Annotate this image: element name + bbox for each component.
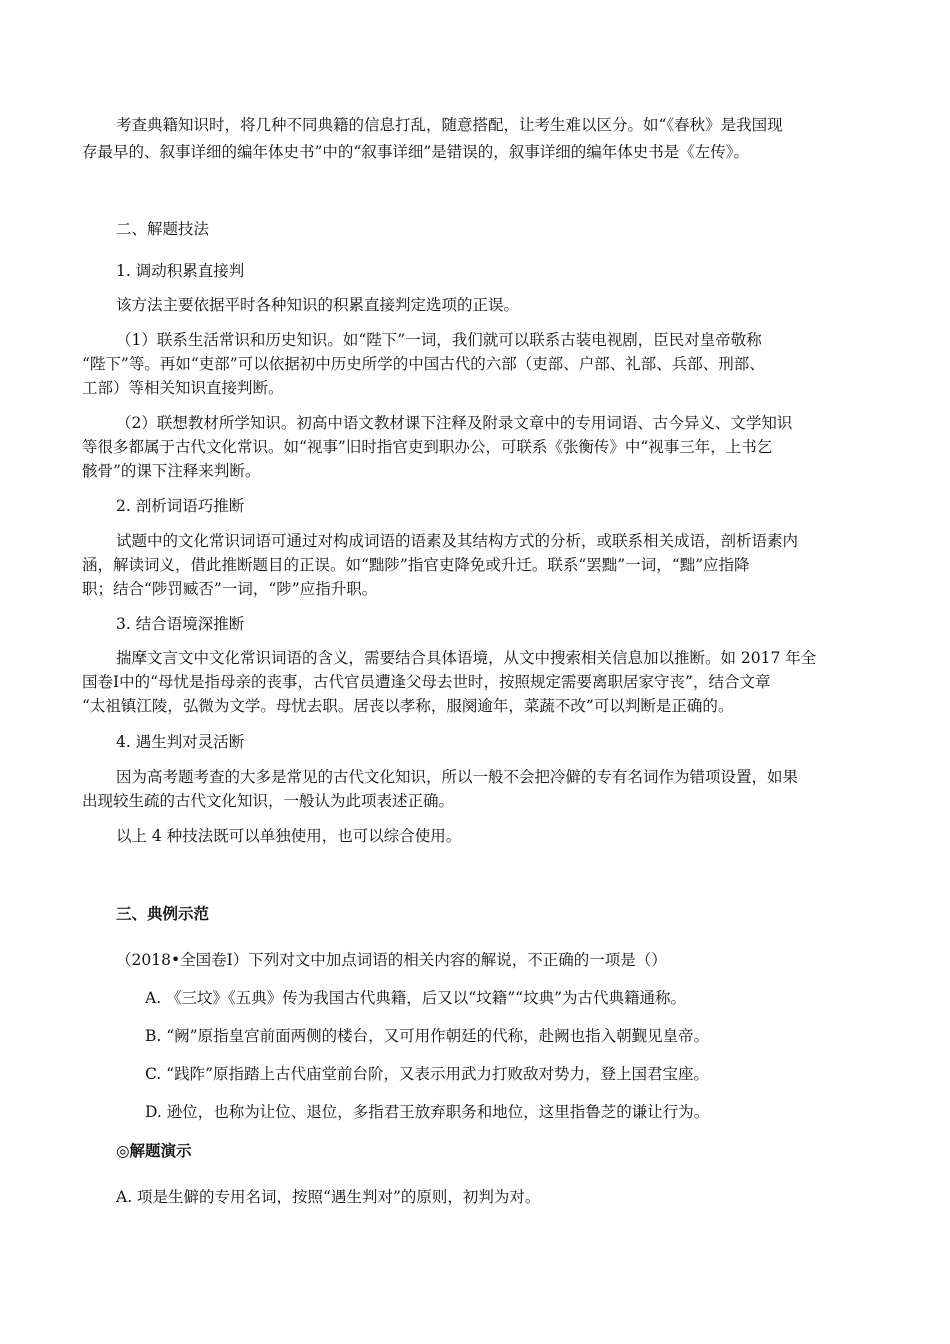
method1-para1-line-3: 工部）等相关知识直接判断。 xyxy=(82,379,284,397)
option-a: A. 《三坟》《五典》传为我国古代典籍，后又以“坟籍”“坟典”为古代典籍通称。 xyxy=(145,989,686,1007)
method3-heading: 3. 结合语境深推断 xyxy=(116,615,245,633)
method3-para-line-1: 揣摩文言文中文化常识词语的含义，需要结合具体语境，从文中搜索相关信息加以推断。如 2017 年全 xyxy=(116,649,817,667)
section2-heading: 二、解题技法 xyxy=(116,220,210,238)
demo-answer-a: A. 项是生僻的专用名词，按照“遇生判对”的原则，初判为对。 xyxy=(116,1188,541,1206)
method2-para-line-3: 职；结合“陟罚臧否”一词，“陟”应指升职。 xyxy=(82,580,378,598)
option-b: B. “阙”原指皇宫前面两侧的楼台，又可用作朝廷的代称，赴阙也指入朝觐见皇帝。 xyxy=(145,1027,710,1045)
method3-para-line-3: “太祖镇江陵，弘微为文学。母忧去职。居丧以孝称，服阕逾年，菜蔬不改”可以判断是正确的。 xyxy=(82,697,734,715)
method1-para2-line-2: 等很多都属于古代文化常识。如“视事”旧时指官吏到职办公，可联系《张衡传》中“视事三年，上书乞 xyxy=(82,438,773,456)
option-d: D. 逊位，也称为让位、退位，多指君王放弃职务和地位，这里指鲁芝的谦让行为。 xyxy=(145,1103,710,1121)
method4-para-line-2: 出现较生疏的古代文化知识，一般认为此项表述正确。 xyxy=(82,792,455,810)
example-question: （2018•全国卷Ⅰ）下列对文中加点词语的相关内容的解说，不正确的一项是（） xyxy=(116,951,667,969)
method2-heading: 2. 剖析词语巧推断 xyxy=(116,497,245,515)
method1-para1-line-1: （1）联系生活常识和历史知识。如“陛下”一词，我们就可以联系古装电视剧，臣民对皇帝敬称 xyxy=(116,331,762,349)
intro-line-2: 存最早的、叙事详细的编年体史书”中的“叙事详细”是错误的，叙事详细的编年体史书是《左传》。 xyxy=(82,143,750,161)
demo-heading: ◎解题演示 xyxy=(116,1141,192,1160)
method4-heading: 4. 遇生判对灵活断 xyxy=(116,733,245,751)
section3-heading: 三、典例示范 xyxy=(116,904,210,923)
method1-para2-line-3: 骸骨”的课下注释来判断。 xyxy=(82,462,261,480)
method2-para-line-2: 涵，解读词义，借此推断题目的正误。如“黜陟”指官吏降免或升迁。联系“罢黜”一词，“黜”应指降 xyxy=(82,556,750,574)
intro-line-1: 考查典籍知识时，将几种不同典籍的信息打乱，随意搭配，让考生难以区分。如“《春秋》是我国现 xyxy=(116,116,783,134)
option-c: C. “践阼”原指踏上古代庙堂前台阶，又表示用武力打败敌对势力，登上国君宝座。 xyxy=(145,1065,710,1083)
method1-description: 该方法主要依据平时各种知识的积累直接判定选项的正误。 xyxy=(116,296,520,314)
method1-para2-line-1: （2）联想教材所学知识。初高中语文教材课下注释及附录文章中的专用词语、古今异义、文学知识 xyxy=(116,414,793,432)
summary-line: 以上 4 种技法既可以单独使用，也可以综合使用。 xyxy=(116,827,462,845)
method3-para-line-2: 国卷Ⅰ中的“母忧是指母亲的丧事，古代官员遭逢父母去世时，按照规定需要离职居家守丧”，结合文章 xyxy=(82,673,771,691)
method4-para-line-1: 因为高考题考查的大多是常见的古代文化知识，所以一般不会把冷僻的专有名词作为错项设置，如果 xyxy=(116,768,799,786)
method1-para1-line-2: “陛下”等。再如“吏部”可以依据初中历史所学的中国古代的六部（吏部、户部、礼部、兵部、刑部、 xyxy=(82,355,765,373)
method1-heading: 1. 调动积累直接判 xyxy=(116,262,245,280)
method2-para-line-1: 试题中的文化常识词语可通过对构成词语的语素及其结构方式的分析，或联系相关成语，剖析语素内 xyxy=(116,532,799,550)
